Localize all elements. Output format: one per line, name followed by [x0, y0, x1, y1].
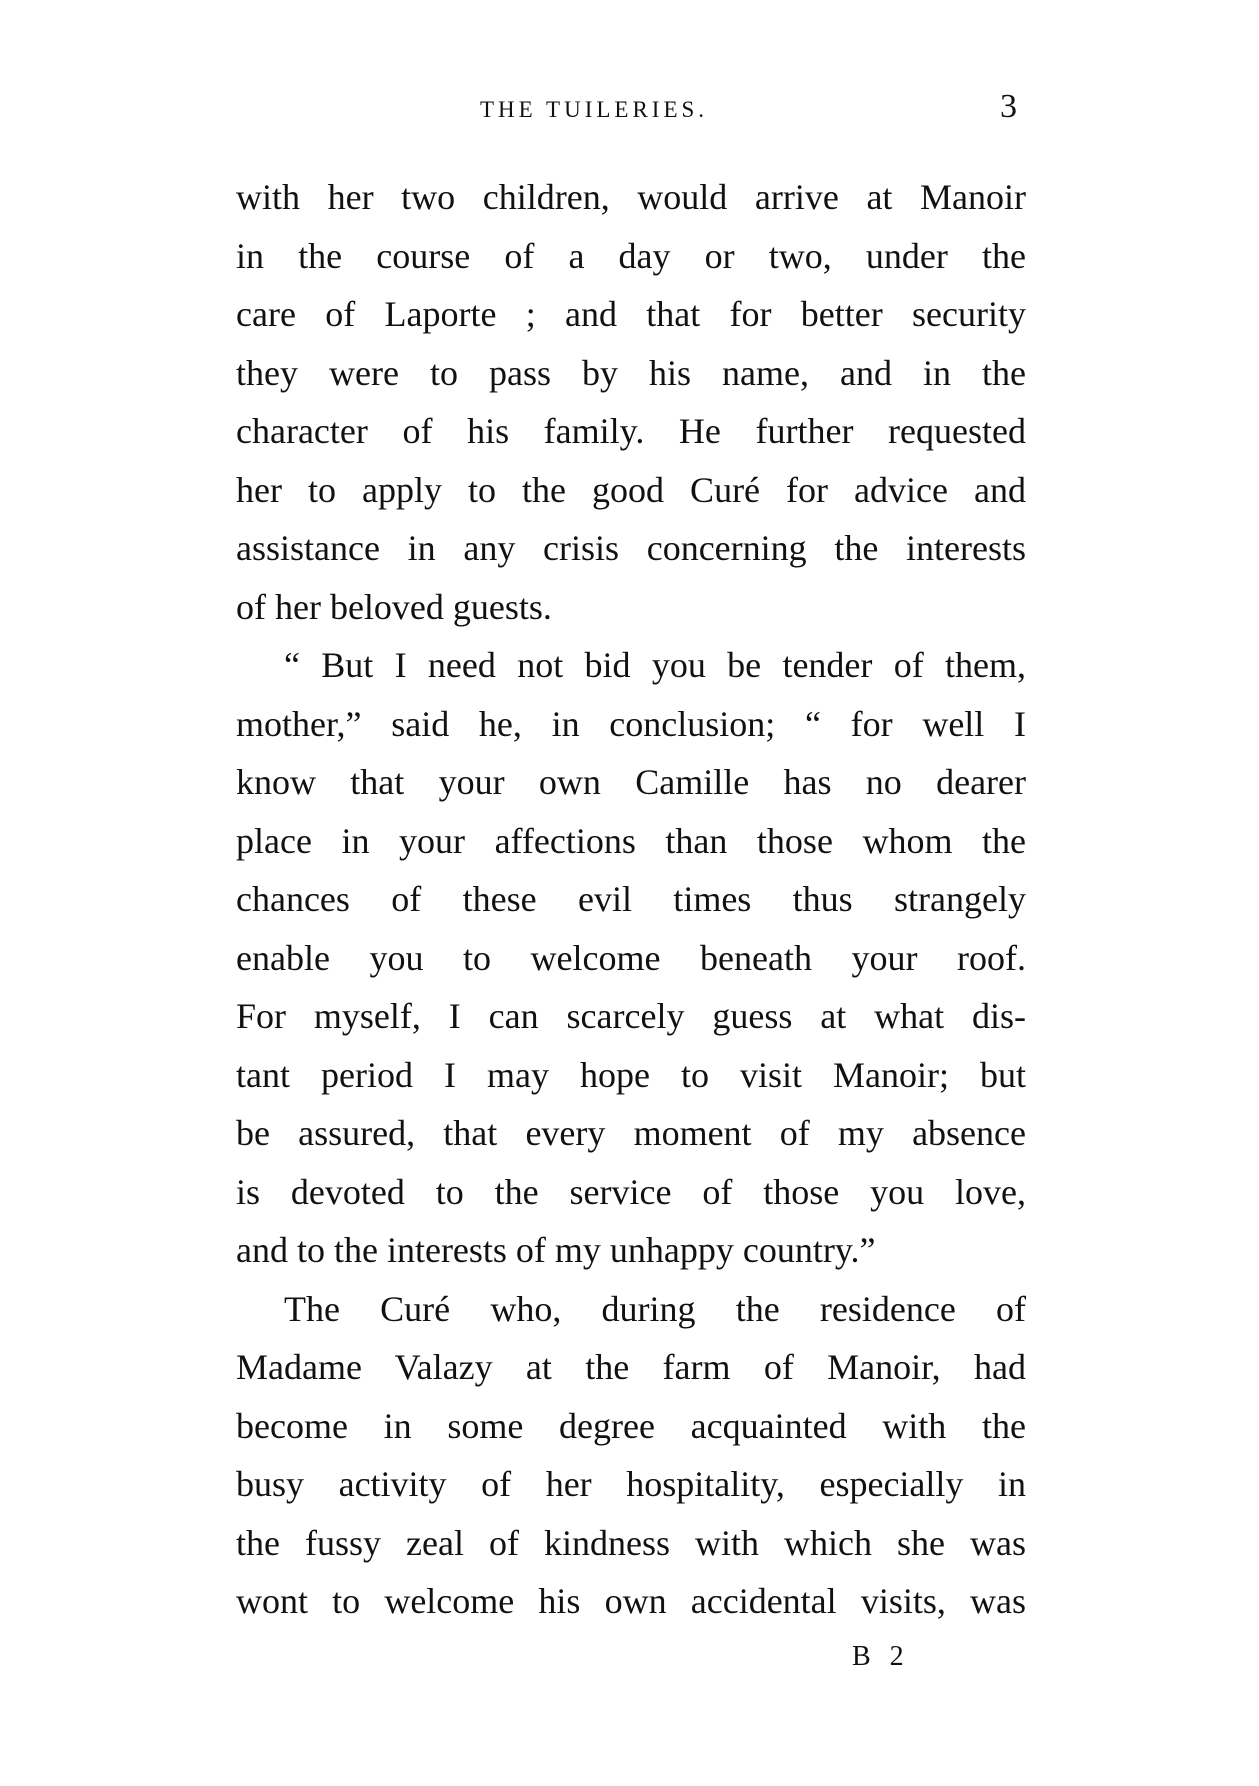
text-line: of her beloved guests. [236, 586, 552, 627]
text-line: assistance in any crisis concerning the interests [236, 528, 1026, 568]
text-line: they were to pass by his name, and in the [236, 352, 1026, 393]
text-line: wont to welcome his own accidental visits, was [236, 1581, 1026, 1621]
text-line: the fussy zeal of kindness with which she was [236, 1522, 1026, 1563]
text-line: be assured, that every moment of my absence [236, 1113, 1026, 1153]
text-line: mother,” said he, in conclusion; “ for well I [236, 703, 1026, 744]
text-line: with her two children, would arrive at Manoir [236, 177, 1026, 217]
text-line: busy activity of her hospitality, especially in [236, 1464, 1026, 1504]
text-line: care of Laporte ; and that for better security [236, 294, 1026, 334]
text-line: enable you to welcome beneath your roof. [236, 937, 1026, 978]
signature-mark: B 2 [852, 1641, 910, 1672]
text-line: and to the interests of my unhappy country.” [236, 1230, 876, 1270]
running-title: THE TUILERIES. [480, 97, 709, 122]
text-line: tant period I may hope to visit Manoir; but [236, 1054, 1026, 1095]
text-line: For myself, I can scarcely guess at what dis- [236, 996, 1026, 1036]
text-line: her to apply to the good Curé for advice and [236, 469, 1026, 510]
text-line: in the course of a day or two, under the [236, 235, 1026, 276]
body-text [236, 168, 1026, 1631]
text-line: The Curé who, during the residence of [284, 1288, 1026, 1329]
text-line: “ But I need not bid you be tender of them, [284, 645, 1026, 685]
text-line: character of his family. He further requested [236, 411, 1026, 451]
text-line: know that your own Camille has no dearer [236, 762, 1026, 802]
text-line: become in some degree acquainted with the [236, 1405, 1026, 1446]
text-line: Madame Valazy at the farm of Manoir, had [236, 1347, 1026, 1387]
paragraph-2 [236, 636, 1026, 1280]
text-line: chances of these evil times thus strangely [236, 879, 1026, 919]
running-head [0, 88, 1259, 132]
paragraph-3 [236, 1280, 1026, 1631]
paragraph-1 [236, 168, 1026, 636]
text-line: is devoted to the service of those you love, [236, 1171, 1026, 1212]
text-line: place in your affections than those whom the [236, 820, 1026, 861]
page-number: 3 [1000, 88, 1017, 125]
